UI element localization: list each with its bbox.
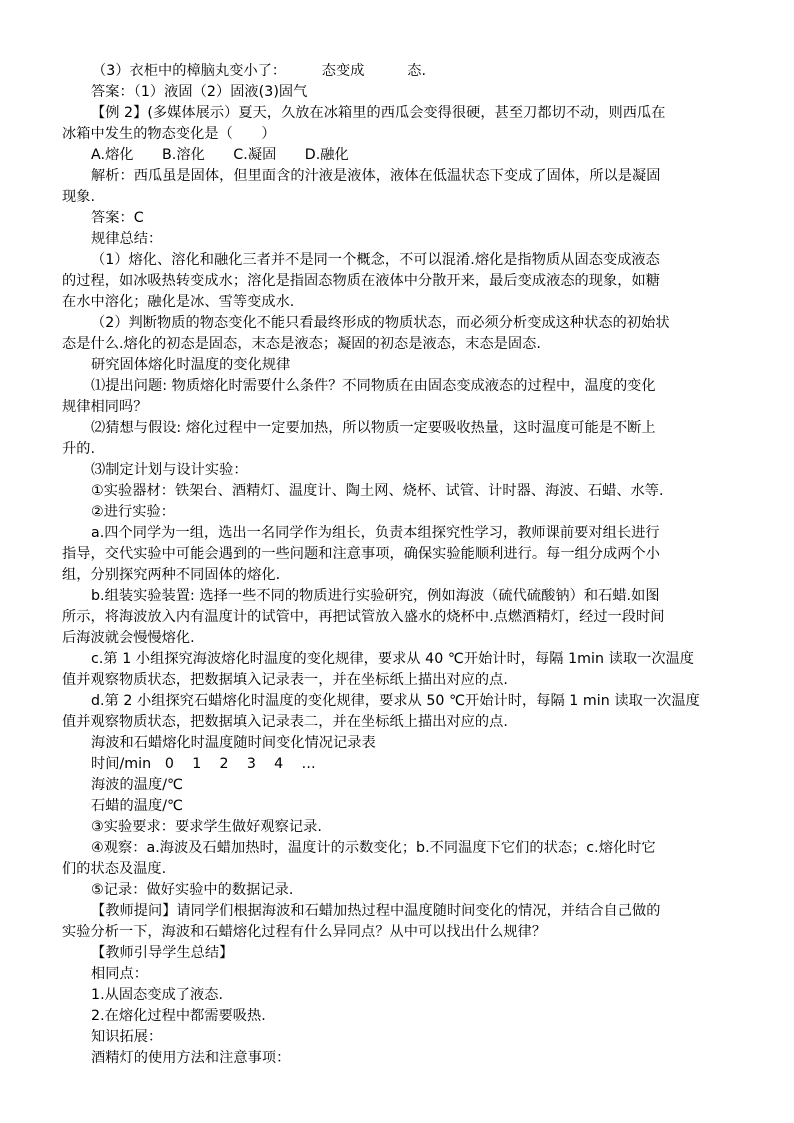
text-line: d.第 2 小组探究石蜡熔化时温度的变化规律，要求从 50 ℃开始计时，每隔 1 min 读取一次温度: [91, 693, 700, 709]
text-line: A.熔化 B.溶化 C.凝固 D.融化: [91, 147, 349, 163]
text-line: 实验分析一下，海波和石蜡熔化过程有什么异同点？从中可以找出什么规律？: [62, 924, 547, 940]
table-row-time: 时间/min 0 1 2 3 4 …: [91, 756, 316, 772]
text-line: 在水中溶化；融化是冰、雪等变成水.: [62, 294, 295, 310]
text-line: （3）衣柜中的樟脑丸变小了： 态变成 态.: [92, 63, 427, 79]
text-line: 态是什么.熔化的初态是固态，末态是液态；凝固的初态是液态，末态是固态.: [62, 336, 541, 352]
text-line: ②进行实验：: [91, 504, 175, 520]
table-row-paraffin: 石蜡的温度/℃: [91, 798, 184, 814]
text-line: 所示，将海波放入内有温度计的试管中，再把试管放入盛水的烧杯中.点燃酒精灯，经过一段时间: [62, 609, 665, 625]
text-line: 1.从固态变成了液态.: [91, 987, 224, 1003]
text-line: ③实验要求：要求学生做好观察记录.: [91, 819, 322, 835]
text-line: 相同点：: [91, 966, 148, 982]
text-line: ①实验器材：铁架台、酒精灯、温度计、陶土网、烧杯、试管、计时器、海波、石蜡、水等.: [91, 483, 664, 499]
text-line: c.第 1 小组探究海波熔化时温度的变化规律，要求从 40 ℃开始计时，每隔 1min 读取一次温度: [91, 651, 695, 667]
text-line: ④观察：a.海波及石蜡加热时，温度计的示数变化；b.不同温度下它们的状态；c.熔化时它: [91, 840, 656, 856]
text-line: ⑤记录：做好实验中的数据记录.: [91, 882, 294, 898]
text-line: 研究固体熔化时温度的变化规律: [91, 357, 291, 373]
text-line: （1）熔化、溶化和融化三者并不是同一个概念，不可以混淆.熔化是指物质从固态变成液态: [91, 252, 660, 268]
text-line: （2）判断物质的物态变化不能只看最终形成的物质状态，而必须分析变成这种状态的初始状: [91, 315, 670, 331]
text-line: 答案：C: [91, 210, 144, 226]
text-line: ⑴提出问题: 物质熔化时需要什么条件？不同物质在由固态变成液态的过程中，温度的变化: [91, 378, 656, 394]
text-line: 值并观察物质状态，把数据填入记录表二，并在坐标纸上描出对应的点.: [62, 714, 508, 730]
text-line: 指导，交代实验中可能会遇到的一些问题和注意事项，确保实验能顺利进行。每一组分成两个小: [62, 546, 660, 562]
text-line: 答案：（1）液固（2）固液(3)固气: [91, 84, 308, 100]
text-line: 的过程，如冰吸热转变成水；溶化是指固态物质在液体中分散开来，最后变成液态的现象，如糖: [62, 273, 660, 289]
text-line: 冰箱中发生的物态变化是（ ）: [62, 126, 276, 142]
text-line: 【例 2】(多媒体展示）夏天，久放在冰箱里的西瓜会变得很硬，甚至刀都切不动，则西瓜在: [91, 105, 666, 121]
text-line: 组，分别探究两种不同固体的熔化.: [62, 567, 281, 583]
text-line: ⑶制定计划与设计实验：: [91, 462, 248, 478]
text-line: 规律相同吗？: [62, 399, 148, 415]
text-line: 酒精灯的使用方法和注意事项：: [91, 1050, 291, 1066]
text-line: b.组装实验装置: 选择一些不同的物质进行实验研究，例如海波（硫代硫酸钠）和石蜡.如图: [91, 588, 660, 604]
text-line: 【教师提问】请同学们根据海波和石蜡加热过程中温度随时间变化的情况，并结合自己做的: [91, 903, 661, 919]
text-line: 后海波就会慢慢熔化.: [62, 630, 195, 646]
table-row-hypo: 海波的温度/℃: [91, 777, 184, 793]
text-line: 解析：西瓜虽是固体，但里面含的汁液是液体，液体在低温状态下变成了固体，所以是凝固: [91, 168, 661, 184]
text-line: ⑵猜想与假设: 熔化过程中一定要加热，所以物质一定要吸收热量，这时温度可能是不断上: [91, 420, 656, 436]
table-title: 海波和石蜡熔化时温度随时间变化情况记录表: [91, 735, 376, 751]
text-line: 升的.: [62, 441, 96, 457]
text-line: 【教师引导学生总结】: [91, 945, 234, 961]
text-line: 值并观察物质状态，把数据填入记录表一，并在坐标纸上描出对应的点.: [62, 672, 508, 688]
text-line: 知识拓展：: [91, 1029, 163, 1045]
text-line: 们的状态及温度.: [62, 861, 167, 877]
text-line: 2.在熔化过程中都需要吸热.: [91, 1008, 266, 1024]
text-line: 现象.: [62, 189, 96, 205]
text-line: 规律总结：: [91, 231, 163, 247]
text-line: a.四个同学为一组，选出一名同学作为组长，负责本组探究性学习，教师课前要对组长进行: [91, 525, 660, 541]
